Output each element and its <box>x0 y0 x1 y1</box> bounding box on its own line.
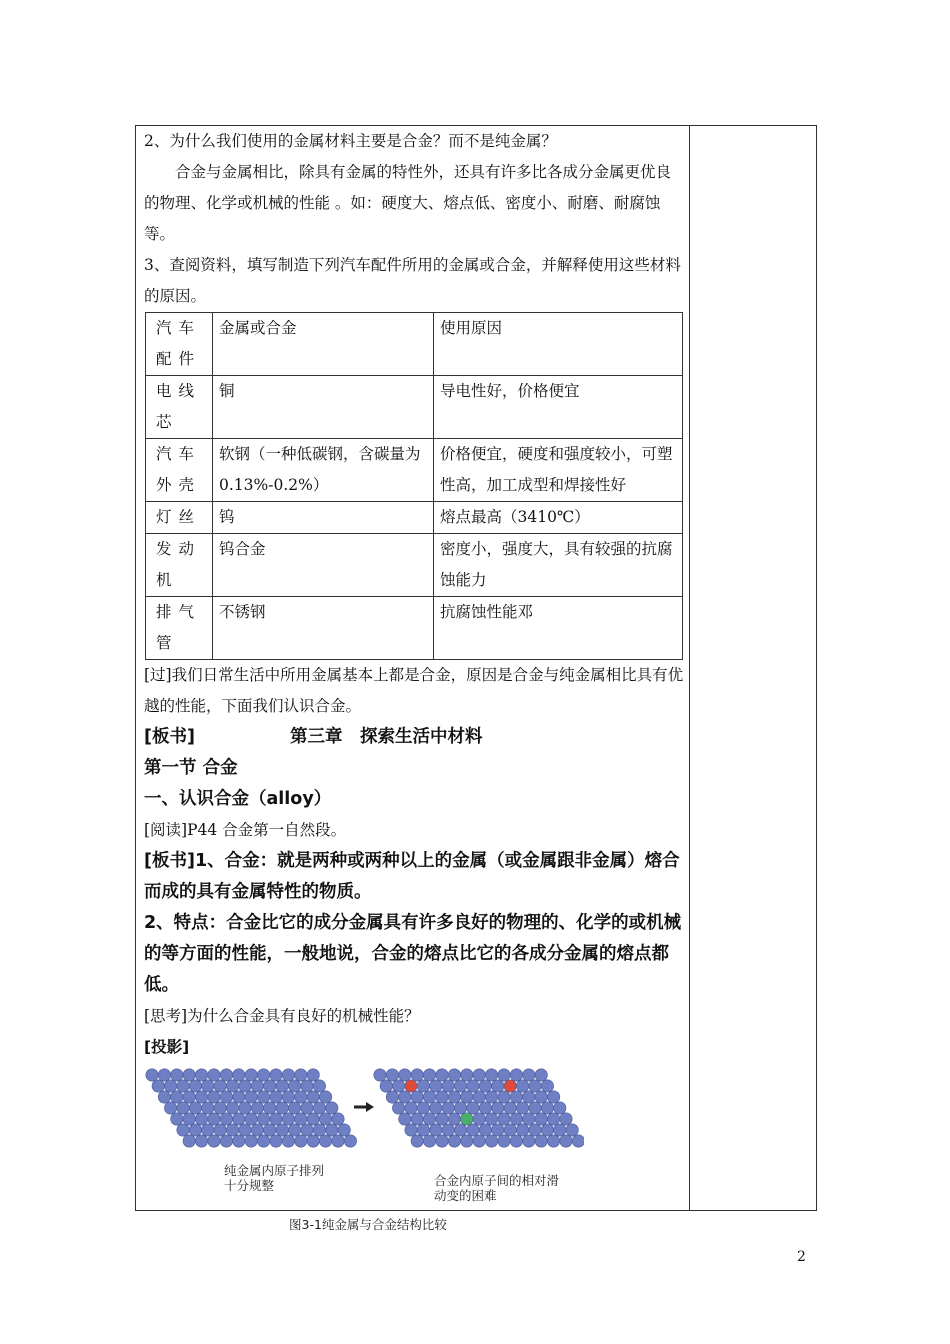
atom-icon <box>251 1102 263 1114</box>
atom-icon <box>233 1135 245 1147</box>
atom-icon <box>461 1113 473 1125</box>
atom-icon <box>183 1135 195 1147</box>
atom-icon <box>473 1091 485 1103</box>
atom-icon <box>264 1102 276 1114</box>
page-number: 2 <box>797 1249 806 1265</box>
atom-icon <box>245 1091 257 1103</box>
table-header-row <box>146 313 683 376</box>
atom-icon <box>442 1102 454 1114</box>
atom-icon <box>171 1113 183 1125</box>
atom-icon <box>276 1080 288 1092</box>
atom-icon <box>307 1069 319 1081</box>
atom-icon <box>541 1080 553 1092</box>
atom-icon <box>405 1124 417 1136</box>
atom-icon <box>177 1102 189 1114</box>
atom-icon <box>282 1113 294 1125</box>
atom-icon <box>226 1080 238 1092</box>
atom-icon <box>326 1124 338 1136</box>
atom-icon <box>504 1080 516 1092</box>
transition-text: [过]我们日常生活中所用金属基本上都是合金，原因是合金与纯金属相比具有优越的性能，下面我们认识合金。 <box>144 666 684 715</box>
atom-icon <box>146 1069 158 1081</box>
atom-icon <box>158 1069 170 1081</box>
atom-icon <box>454 1102 466 1114</box>
atom-icon <box>504 1124 516 1136</box>
atom-icon <box>307 1091 319 1103</box>
atom-icon <box>301 1080 313 1092</box>
atom-icon <box>386 1069 398 1081</box>
atom-icon <box>164 1080 176 1092</box>
atom-icon <box>492 1080 504 1092</box>
table-row <box>146 502 683 534</box>
atom-icon <box>257 1113 269 1125</box>
atom-icon <box>399 1069 411 1081</box>
atom-icon <box>436 1113 448 1125</box>
alloy-structure-figure <box>144 1067 584 1245</box>
atom-icon <box>239 1102 251 1114</box>
projection-tag: [投影] <box>144 1038 190 1056</box>
atom-icon <box>338 1124 350 1136</box>
atom-icon <box>220 1135 232 1147</box>
atom-icon <box>202 1102 214 1114</box>
atom-icon <box>307 1135 319 1147</box>
atom-icon <box>344 1135 356 1147</box>
arrow-icon <box>354 1102 374 1112</box>
atom-icon <box>183 1069 195 1081</box>
atom-icon <box>288 1102 300 1114</box>
atom-icon <box>332 1135 344 1147</box>
atom-icon <box>245 1135 257 1147</box>
atom-icon <box>233 1069 245 1081</box>
reason-cell: 熔点最高（3410℃） <box>434 502 683 534</box>
atom-icon <box>208 1069 220 1081</box>
atom-icon <box>313 1080 325 1092</box>
atom-icon <box>417 1124 429 1136</box>
atom-icon <box>233 1091 245 1103</box>
atom-icon <box>498 1113 510 1125</box>
table-row <box>146 534 683 597</box>
atom-icon <box>319 1135 331 1147</box>
atom-icon <box>498 1135 510 1147</box>
atom-icon <box>523 1069 535 1081</box>
atom-icon <box>405 1080 417 1092</box>
atom-icon <box>442 1124 454 1136</box>
atom-icon <box>411 1135 423 1147</box>
atom-icon <box>430 1124 442 1136</box>
atom-icon <box>374 1069 386 1081</box>
atom-icon <box>473 1069 485 1081</box>
atom-icon <box>295 1069 307 1081</box>
atom-icon <box>245 1069 257 1081</box>
atom-icon <box>485 1113 497 1125</box>
part-cell: 电线芯 <box>146 376 213 439</box>
atom-icon <box>541 1102 553 1114</box>
atom-icon <box>436 1069 448 1081</box>
header-cell: 金属或合金 <box>213 313 434 376</box>
atom-icon <box>405 1102 417 1114</box>
atom-icon <box>461 1135 473 1147</box>
atom-icon <box>529 1080 541 1092</box>
atom-icon <box>307 1113 319 1125</box>
atom-icon <box>295 1113 307 1125</box>
atom-icon <box>301 1124 313 1136</box>
alloy-lattice <box>374 1069 584 1147</box>
atom-icon <box>220 1069 232 1081</box>
atom-icon <box>202 1080 214 1092</box>
atom-icon <box>430 1102 442 1114</box>
atom-icon <box>448 1113 460 1125</box>
atom-icon <box>485 1069 497 1081</box>
atom-icon <box>233 1113 245 1125</box>
car-parts-table <box>145 312 683 660</box>
part-cell: 发动机 <box>146 534 213 597</box>
material-cell: 不锈钢 <box>213 597 434 660</box>
atom-icon <box>529 1124 541 1136</box>
header-cell: 使用原因 <box>434 313 683 376</box>
atom-icon <box>270 1113 282 1125</box>
atom-icon <box>467 1124 479 1136</box>
atom-icon <box>208 1113 220 1125</box>
atom-icon <box>251 1080 263 1092</box>
atom-lattice-diagram <box>144 1067 584 1177</box>
reason-cell: 导电性好，价格便宜 <box>434 376 683 439</box>
atom-icon <box>195 1091 207 1103</box>
atom-icon <box>547 1091 559 1103</box>
atom-icon <box>467 1080 479 1092</box>
table-row <box>146 376 683 439</box>
atom-icon <box>510 1113 522 1125</box>
atom-icon <box>411 1091 423 1103</box>
atom-icon <box>226 1102 238 1114</box>
atom-icon <box>448 1069 460 1081</box>
atom-icon <box>392 1080 404 1092</box>
atom-icon <box>226 1124 238 1136</box>
atom-icon <box>485 1091 497 1103</box>
atom-icon <box>264 1124 276 1136</box>
atom-icon <box>473 1135 485 1147</box>
atom-icon <box>473 1113 485 1125</box>
alloy-caption: 合金内原子间的相对滑动变的困难 <box>434 1173 560 1203</box>
atom-icon <box>189 1124 201 1136</box>
atom-icon <box>492 1124 504 1136</box>
section2-answer: 合金与金属相比，除具有金属的特性外，还具有许多比各成分金属更优良的物理、化学或机械的性能 。如：硬度大、熔点低、密度小、耐磨、耐腐蚀等。 <box>144 163 672 243</box>
atom-icon <box>295 1135 307 1147</box>
atom-icon <box>282 1069 294 1081</box>
atom-icon <box>560 1135 572 1147</box>
atom-icon <box>423 1135 435 1147</box>
atom-icon <box>423 1091 435 1103</box>
atom-icon <box>177 1080 189 1092</box>
lesson-table-frame <box>135 125 817 1232</box>
atom-icon <box>423 1113 435 1125</box>
atom-icon <box>301 1102 313 1114</box>
atom-icon <box>554 1102 566 1114</box>
atom-icon <box>264 1080 276 1092</box>
atom-icon <box>220 1113 232 1125</box>
atom-icon <box>208 1091 220 1103</box>
atom-icon <box>239 1124 251 1136</box>
atom-icon <box>220 1091 232 1103</box>
atom-icon <box>158 1091 170 1103</box>
atom-icon <box>454 1124 466 1136</box>
atom-icon <box>442 1080 454 1092</box>
atom-icon <box>171 1091 183 1103</box>
definition-text: [板书]1、合金：就是两种或两种以上的金属（或金属跟非金属）熔合而成的具有金属特性的物质。 <box>144 851 680 902</box>
atom-icon <box>282 1091 294 1103</box>
atom-icon <box>535 1091 547 1103</box>
part-cell: 排气管 <box>146 597 213 660</box>
atom-icon <box>523 1113 535 1125</box>
atom-icon <box>288 1124 300 1136</box>
reason-cell: 密度小，强度大，具有较强的抗腐蚀能力 <box>434 534 683 597</box>
table-row <box>146 597 683 660</box>
figure-title: 图3-1纯金属与合金结构比较 <box>289 1217 447 1232</box>
atom-icon <box>547 1135 559 1147</box>
main-column <box>144 126 684 1245</box>
atom-icon <box>380 1080 392 1092</box>
atom-icon <box>560 1113 572 1125</box>
atom-icon <box>523 1091 535 1103</box>
atom-icon <box>510 1069 522 1081</box>
atom-icon <box>319 1091 331 1103</box>
atom-icon <box>276 1102 288 1114</box>
atom-icon <box>152 1080 164 1092</box>
atom-icon <box>399 1091 411 1103</box>
section2-question: 2、为什么我们使用的金属材料主要是合金？而不是纯金属？ <box>144 132 557 150</box>
atom-icon <box>498 1069 510 1081</box>
atom-icon <box>529 1102 541 1114</box>
atom-icon <box>448 1091 460 1103</box>
atom-icon <box>276 1124 288 1136</box>
chapter-title: 第三章 探索生活中材料 <box>290 727 483 747</box>
atom-icon <box>461 1091 473 1103</box>
atom-icon <box>214 1102 226 1114</box>
atom-icon <box>479 1080 491 1092</box>
atom-icon <box>448 1135 460 1147</box>
atom-icon <box>257 1135 269 1147</box>
table-row <box>146 439 683 502</box>
column-divider <box>689 126 690 1210</box>
atom-icon <box>467 1102 479 1114</box>
header-cell: 汽车配件 <box>146 313 213 376</box>
pure-metal-caption: 纯金属内原子排列十分规整 <box>224 1163 325 1193</box>
atom-icon <box>510 1091 522 1103</box>
atom-icon <box>282 1135 294 1147</box>
reason-cell: 抗腐蚀性能邓 <box>434 597 683 660</box>
atom-icon <box>189 1080 201 1092</box>
reading-note: [阅读]P44 合金第一自然段。 <box>144 821 347 839</box>
think-question: [思考]为什么合金具有良好的机械性能？ <box>144 1007 420 1025</box>
atom-icon <box>430 1080 442 1092</box>
atom-icon <box>245 1113 257 1125</box>
board-heading <box>144 722 684 753</box>
atom-icon <box>461 1069 473 1081</box>
atom-icon <box>313 1102 325 1114</box>
atom-icon <box>313 1124 325 1136</box>
atom-icon <box>498 1091 510 1103</box>
atom-icon <box>485 1135 497 1147</box>
atom-icon <box>516 1102 528 1114</box>
atom-icon <box>164 1102 176 1114</box>
atom-icon <box>214 1124 226 1136</box>
atom-icon <box>535 1069 547 1081</box>
atom-icon <box>479 1102 491 1114</box>
atom-icon <box>257 1069 269 1081</box>
atom-icon <box>195 1113 207 1125</box>
atom-icon <box>257 1091 269 1103</box>
atom-icon <box>177 1124 189 1136</box>
atom-icon <box>270 1069 282 1081</box>
atom-icon <box>214 1080 226 1092</box>
material-cell: 软钢（一种低碳钢，含碳量为0.13%-0.2%） <box>213 439 434 502</box>
part-cell: 汽车外壳 <box>146 439 213 502</box>
atom-icon <box>554 1124 566 1136</box>
atom-icon <box>183 1091 195 1103</box>
section-title: 第一节 合金 <box>144 758 238 778</box>
atom-icon <box>566 1124 578 1136</box>
atom-icon <box>326 1102 338 1114</box>
material-cell: 钨合金 <box>213 534 434 597</box>
atom-icon <box>541 1124 553 1136</box>
atom-icon <box>504 1102 516 1114</box>
atom-icon <box>572 1135 584 1147</box>
atom-icon <box>288 1080 300 1092</box>
atom-icon <box>392 1102 404 1114</box>
atom-icon <box>516 1080 528 1092</box>
atom-icon <box>411 1069 423 1081</box>
atom-icon <box>436 1091 448 1103</box>
atom-icon <box>332 1113 344 1125</box>
pure-metal-lattice <box>146 1069 357 1147</box>
atom-icon <box>270 1135 282 1147</box>
atom-icon <box>319 1113 331 1125</box>
atom-icon <box>417 1102 429 1114</box>
atom-icon <box>411 1113 423 1125</box>
atom-icon <box>202 1124 214 1136</box>
reason-cell: 价格便宜，硬度和强度较小，可塑性高，加工成型和焊接性好 <box>434 439 683 502</box>
atom-icon <box>535 1113 547 1125</box>
atom-icon <box>251 1124 263 1136</box>
atom-icon <box>189 1102 201 1114</box>
atom-icon <box>270 1091 282 1103</box>
atom-icon <box>492 1102 504 1114</box>
atom-icon <box>183 1113 195 1125</box>
material-cell: 钨 <box>213 502 434 534</box>
atom-icon <box>239 1080 251 1092</box>
atom-icon <box>454 1080 466 1092</box>
part-cell: 灯丝 <box>146 502 213 534</box>
atom-icon <box>417 1080 429 1092</box>
atom-icon <box>510 1135 522 1147</box>
atom-icon <box>436 1135 448 1147</box>
atom-icon <box>479 1124 491 1136</box>
atom-icon <box>535 1135 547 1147</box>
atom-icon <box>295 1091 307 1103</box>
atom-icon <box>523 1135 535 1147</box>
subtitle: 一、认识合金（alloy） <box>144 789 332 809</box>
atom-icon <box>208 1135 220 1147</box>
atom-icon <box>547 1113 559 1125</box>
atom-icon <box>516 1124 528 1136</box>
atom-icon <box>171 1069 183 1081</box>
features-text: 2、特点：合金比它的成分金属具有许多良好的物理的、化学的或机械的等方面的性能，一般地说，合金的熔点比它的各成分金属的熔点都低。 <box>144 913 682 995</box>
atom-icon <box>195 1135 207 1147</box>
board-tag: [板书] <box>144 727 195 747</box>
material-cell: 铜 <box>213 376 434 439</box>
atom-icon <box>399 1113 411 1125</box>
atom-icon <box>423 1069 435 1081</box>
atom-icon <box>386 1091 398 1103</box>
atom-icon <box>195 1069 207 1081</box>
section3-question: 3、查阅资料，填写制造下列汽车配件所用的金属或合金，并解释使用这些材料的原因。 <box>144 256 681 305</box>
